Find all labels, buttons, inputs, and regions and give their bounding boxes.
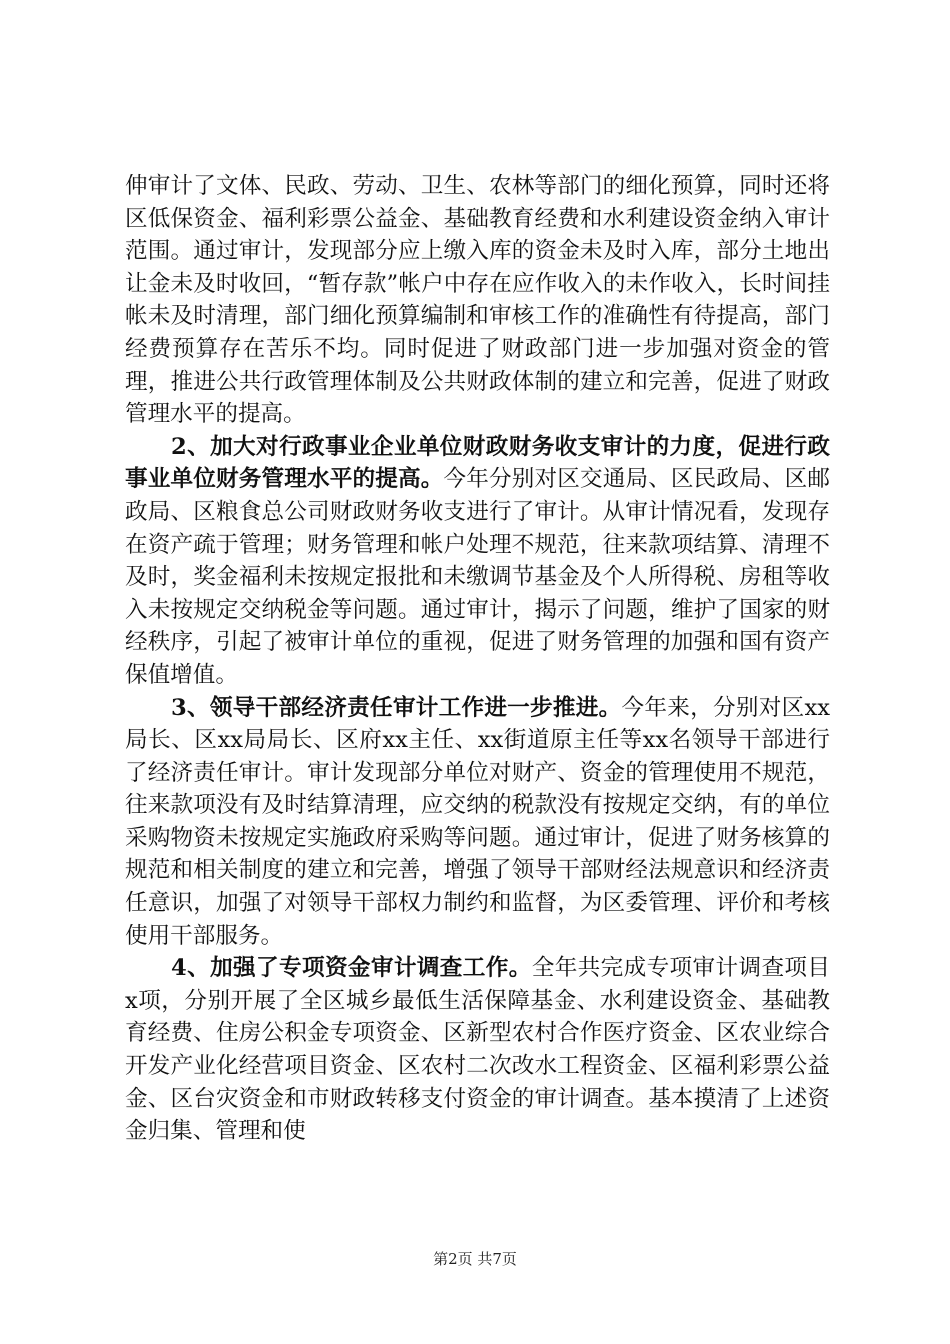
paragraph-2 [125, 431, 830, 692]
paragraph-3 [125, 692, 830, 953]
paragraph-2-text: 今年分别对区交通局、区民政局、区邮政局、区粮食总公司财政财务收支进行了审计。从审计情况看，发现存在资产疏于管理；财务管理和帐户处理不规范，往来款项结算、清理不及时，奖金福利未按规定报批和未缴调节基金及个人所得税、房租等收入未按规定交纳税金等问题。通过审计，揭示了问题，维护了国家的财经秩序，引起了被审计单位的重视，促进了财务管理的加强和国有资产保值增值。 [125, 466, 831, 688]
paragraph-4-text: 全年共完成专项审计调查项目x项，分别开展了全区城乡最低生活保障基金、水利建设资金、基础教育经费、住房公积金专项资金、区新型农村合作医疗资金、区农业综合开发产业化经营项目资金、区农村二次改水工程资金、区福利彩票公益金、区台灾资金和市财政转移支付资金的审计调查。基本摸清了上述资金归集、管理和使 [125, 955, 830, 1145]
paragraph-3-lead: 3、领导干部经济责任审计工作进一步推进。 [171, 694, 622, 721]
paragraph-4-lead: 4、加强了专项资金审计调查工作。 [171, 955, 532, 982]
paragraph-3-text: 今年来，分别对区xx局长、区xx局局长、区府xx主任、xx街道原主任等xx名领导干部进行了经济责任审计。审计发现部分单位对财产、资金的管理使用不规范，往来款项没有及时结算清理，应交纳的税款没有按规定交纳，有的单位采购物资未按规定实施政府采购等问题。通过审计，促进了财务核算的规范和相关制度的建立和完善，增强了领导干部财经法规意识和经济责任意识，加强了对领导干部权力制约和监督，为区委管理、评价和考核使用干部服务。 [125, 694, 830, 949]
paragraph-1-text: 伸审计了文体、民政、劳动、卫生、农林等部门的细化预算，同时还将区低保资金、福利彩票公益金、基础教育经费和水利建设资金纳入审计范围。通过审计，发现部分应上缴入库的资金未及时入库，部分土地出让金未及时收回，“暂存款”帐户中存在应作收入的未作收入，长时间挂帐未及时清理，部门细化预算编制和审核工作的准确性有待提高，部门经费预算存在苦乐不均。同时促进了财政部门进一步加强对资金的管理，推进公共行政管理体制及公共财政体制的建立和完善，促进了财政管理水平的提高。 [125, 173, 830, 428]
page-number: 第2页 共7页 [433, 1250, 517, 1268]
paragraph-2-lead: 2、加大对行政事业企业单位财政财务收支审计的力度，促进行政事业单位财务管理水平的提高。 [125, 433, 830, 493]
paragraph-1 [125, 170, 830, 431]
paragraph-4 [125, 952, 830, 1148]
page-footer [0, 1248, 950, 1269]
document-body [125, 170, 830, 1148]
